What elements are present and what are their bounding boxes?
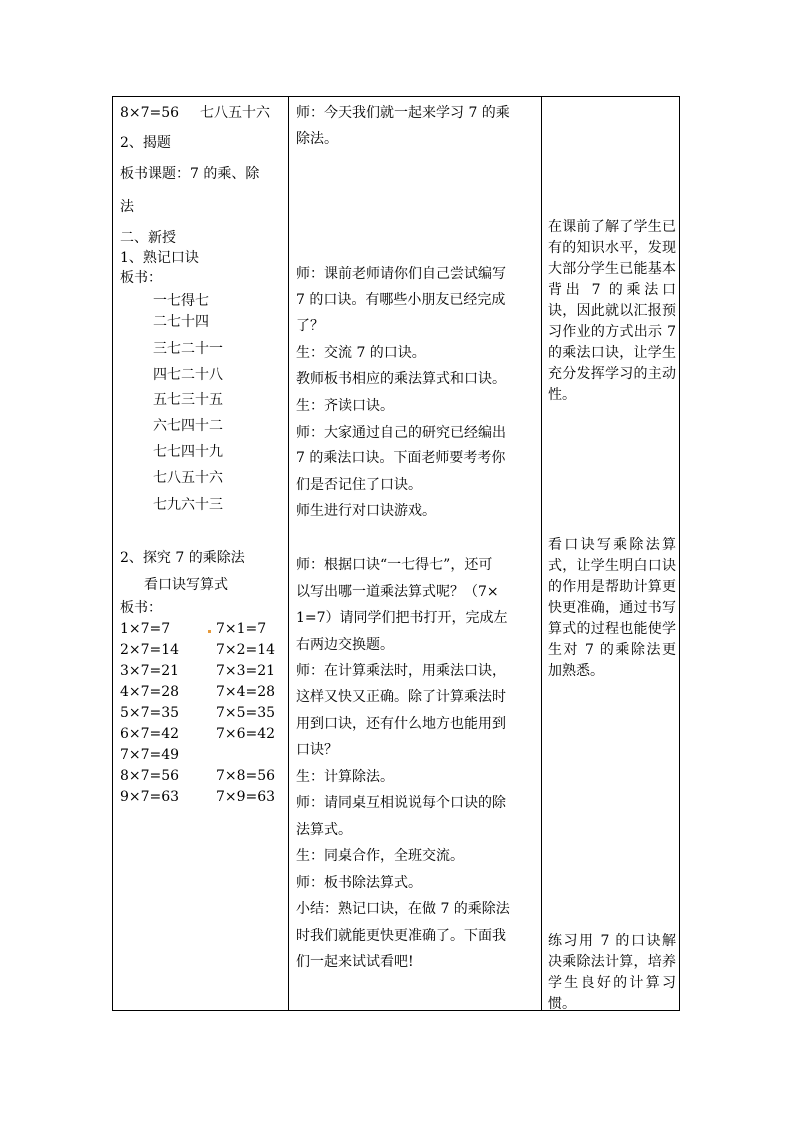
activity-line: 师：请同桌互相说说每个口诀的除 [296,795,506,811]
formula-left: 4×7=28 [120,684,180,700]
rhyme-78: 七八五十六 [200,105,270,121]
content-column [113,97,288,1010]
activity-line: 生：齐读口诀。 [296,398,394,414]
design-note-1: 在课前了解了学生已有的知识水平，发现大部分学生已能基本背出 7 的乘法口诀，因此就以汇报预习作业的方式出示 7 的乘法口诀，让学生充分发挥学习的主动性。 [548,219,676,403]
lesson-plan-table [112,96,680,1011]
activity-line: 用到口诀，还有什么地方也能用到 [296,716,506,732]
activity-line: 7 的口诀。有哪些小朋友已经完成 [296,292,506,308]
subsection-write-formulas: 看口诀写算式 [144,577,228,593]
rhyme-line: 一七得七 [153,293,209,309]
subsection-explore: 2、探究 7 的乘除法 [120,550,245,566]
formula-left: 7×7=49 [120,747,180,763]
activity-column [289,97,541,1010]
activity-line: 时我们就能更快更准确了。下面我 [296,928,506,944]
formula-right: 7×2=14 [216,642,276,658]
board-title-line2: 法 [120,199,134,215]
formula-right: 7×9=63 [216,789,276,805]
activity-line: 了？ [296,318,324,334]
rhyme-line: 四七二十八 [153,367,223,383]
activity-line: 生：交流 7 的口诀。 [296,345,426,361]
formula-left: 5×7=35 [120,705,180,721]
rhyme-line: 六七四十二 [153,418,223,434]
activity-line: 师：板书除法算式。 [296,875,422,891]
formula-left: 2×7=14 [120,642,180,658]
rhyme-line: 七九六十三 [153,497,223,513]
activity-line: 师：课前老师请你们自己尝试编写 [296,266,506,282]
formula-right: 7×4=28 [216,684,276,700]
activity-line: 这样又快又正确。除了计算乘法时 [296,689,506,705]
design-note-2: 看口诀写乘除法算式，让学生明白口诀的作用是帮助计算更快更准确，通过书写算式的过程也能使学生对 7 的乘除法更加熟悉。 [548,537,676,679]
formula-left: 3×7=21 [120,663,180,679]
formula-8x7: 8×7=56 [120,105,180,121]
activity-line: 法算式。 [296,822,352,838]
activity-line: 右两边交换题。 [296,637,394,653]
reveal-title: 2、揭题 [120,135,171,151]
rhyme-line: 五七三十五 [153,392,223,408]
activity-line: 师生进行对口诀游戏。 [296,503,436,519]
formula-left: 1×7=7 [120,621,171,637]
board-label-2: 板书： [120,600,162,616]
activity-line: 师：根据口诀“一七得七”，还可 [296,557,493,573]
activity-line: 小结：熟记口诀，在做 7 的乘除法 [296,901,510,917]
board-title-line1: 板书课题：7 的乘、除 [120,166,260,182]
activity-line: 教师板书相应的乘法算式和口诀。 [296,371,506,387]
rhyme-line: 七七四十九 [153,444,223,460]
rhyme-line: 七八五十六 [153,470,223,486]
activity-line: 口诀？ [296,742,338,758]
activity-line: 1=7）请同学们把书打开，完成左 [296,610,508,626]
design-notes-column [542,97,680,1010]
rhyme-line: 三七二十一 [153,341,223,357]
formula-right: 7×6=42 [216,726,276,742]
board-label: 板书： [120,270,162,286]
formula-right: 7×8=56 [216,768,276,784]
activity-line: 们是否记住了口诀。 [296,477,422,493]
section-new-lesson: 二、新授 [120,230,176,246]
formula-left: 8×7=56 [120,768,180,784]
activity-line: 师：今天我们就一起来学习 7 的乘 [296,105,510,121]
rhyme-line: 二七十四 [153,314,209,330]
formula-right: 7×5=35 [216,705,276,721]
activity-line: 生：计算除法。 [296,769,394,785]
activity-line: 以写出哪一道乘法算式呢？（7× [296,584,499,600]
formula-right: 7×3=21 [216,663,276,679]
activity-line: 除法。 [296,131,338,147]
design-note-3: 练习用 7 的口诀解决乘除法计算，培养学生良好的计算习惯。 [548,933,676,1012]
activity-line: 师：大家通过自己的研究已经编出 [296,425,506,441]
stray-mark [208,630,211,633]
activity-line: 生：同桌合作，全班交流。 [296,848,464,864]
activity-line: 7 的乘法口诀。下面老师要考考你 [296,450,506,466]
activity-line: 们一起来试试看吧! [296,954,414,970]
activity-line: 师：在计算乘法时，用乘法口诀， [296,663,506,679]
formula-right: 7×1=7 [216,621,267,637]
formula-left: 6×7=42 [120,726,180,742]
subsection-memorize: 1、熟记口诀 [120,250,199,266]
formula-left: 9×7=63 [120,789,180,805]
